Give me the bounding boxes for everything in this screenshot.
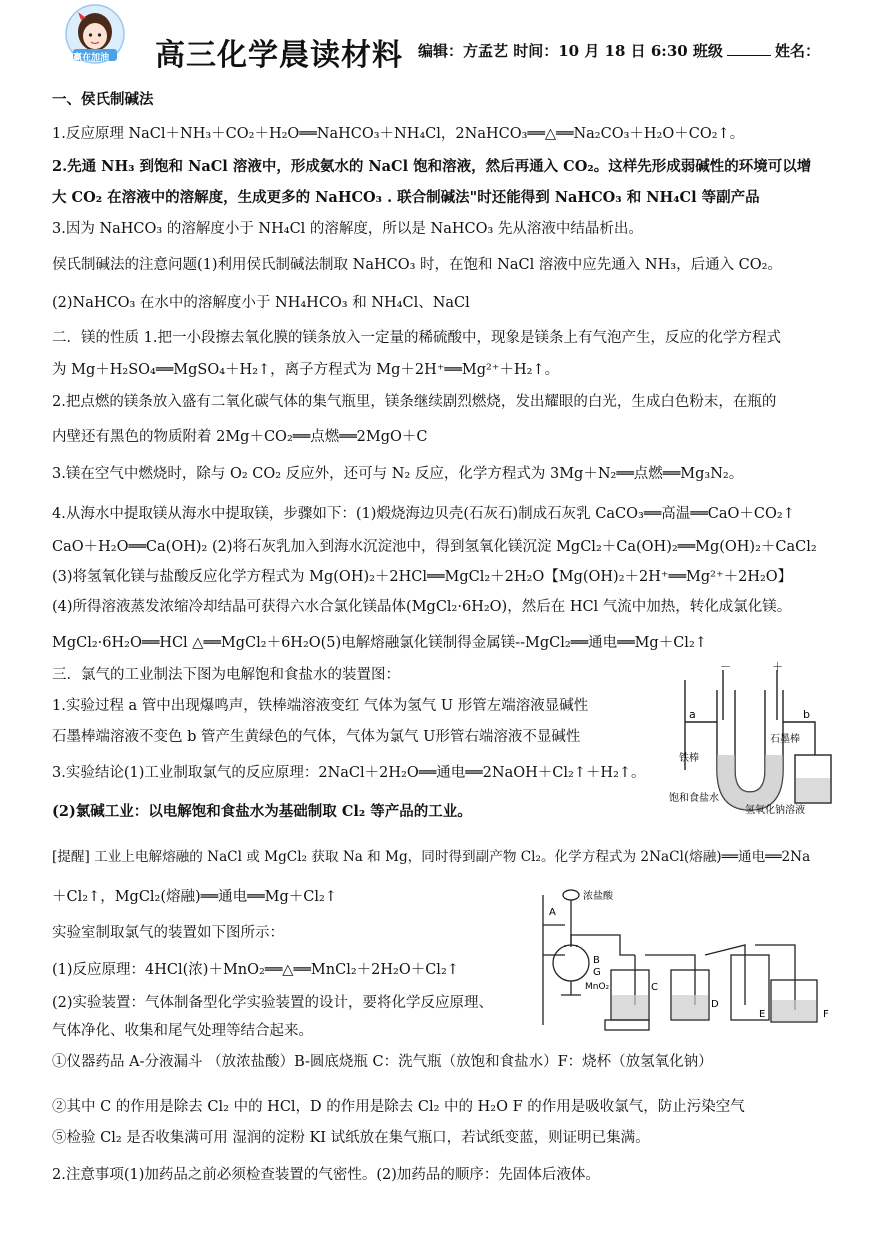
text-line: ①仪器药品 A-分液漏斗 （放浓盐酸）B-圆底烧瓶 C：洗气瓶（放饱和食盐水）F：烧杯（放氢氧化钠） [52, 1054, 713, 1070]
text-line: 大 CO₂ 在溶液中的溶解度，生成更多的 NaHCO₃ . 联合制碱法"时还能得到 NaHCO₃ 和 NH₄Cl 等副产品 [52, 189, 760, 206]
conc-hcl-label: 浓盐酸 [583, 891, 613, 902]
label-A: A [549, 907, 556, 918]
text-line: (2)实验装置：气体制备型化学实验装置的设计，要将化学反应原理、 [52, 995, 494, 1011]
text-line: 石墨棒端溶液不变色 b 管产生黄绿色的气体，气体为氯气 U形管右端溶液不显碱性 [52, 729, 581, 745]
text-line: 为 Mg＋H₂SO₄══MgSO₄＋H₂↑，离子方程式为 Mg＋2H⁺══Mg²⁺＋H₂↑。 [52, 362, 560, 378]
logo-text: 赢在加油 [73, 53, 110, 63]
section-3-heading: 三．氯气的工业制法下图为电解饱和食盐水的装置图： [52, 667, 400, 683]
label-D: D [711, 999, 719, 1010]
text-line: (3)将氢氧化镁与盐酸反应化学方程式为 Mg(OH)₂＋2HCl══MgCl₂＋2H₂O【Mg(OH)₂＋2H⁺══Mg²⁺＋2H₂O】 [52, 569, 793, 585]
tube-a-label: a [689, 708, 696, 721]
minus-label: － [720, 660, 731, 673]
mno2-label: MnO₂ [585, 982, 610, 992]
text-line: 1.实验过程 a 管中出现爆鸣声，铁棒端溶液变红 气体为氢气 U 形管左端溶液显碱性 [52, 698, 589, 714]
plus-label: ＋ [772, 660, 783, 673]
text-line: [提醒] 工业上电解熔融的 NaCl 或 MgCl₂ 获取 Na 和 Mg，同时得到副产物 Cl₂。化学方程式为 2NaCl(熔融)══通电══2Na [52, 849, 811, 865]
label-G: G [593, 967, 601, 978]
label-B: B [593, 955, 600, 966]
text-line: (4)所得溶液蒸发浓缩冷却结晶可获得六水合氯化镁晶体(MgCl₂·6H₂O)，然后在 HCl 气流中加热，转化成氯化镁。 [52, 599, 792, 615]
text-line: ＋Cl₂↑，MgCl₂(熔融)══通电══Mg＋Cl₂↑ [52, 889, 337, 905]
tube-b-label: b [803, 708, 810, 721]
graphite-rod-label: 石墨棒 [770, 734, 800, 745]
naoh-solution-label: 氢氧化钠溶液 [745, 805, 805, 816]
text-line: (2)NaHCO₃ 在水中的溶解度小于 NH₄HCO₃ 和 NH₄Cl、NaCl [52, 295, 470, 311]
label-C: C [651, 982, 658, 993]
text-line: 3.实验结论(1)工业制取氯气的反应原理：2NaCl＋2H₂O══通电══2NaOH＋Cl₂↑＋H₂↑。 [52, 765, 646, 781]
electrolysis-diagram [665, 660, 850, 820]
brine-label: 饱和食盐水 [669, 793, 719, 804]
text-line: 3.因为 NaHCO₃ 的溶解度小于 NH₄Cl 的溶解度，所以是 NaHCO₃ 先从溶液中结晶析出。 [52, 221, 643, 237]
header-meta [418, 40, 820, 61]
class-blank [727, 41, 771, 56]
text-line: 2.先通 NH₃ 到饱和 NaCl 溶液中，形成氨水的 NaCl 饱和溶液，然后再通入 CO₂。这样先形成弱碱性的环境可以增 [52, 158, 812, 175]
text-line: CaO＋H₂O══Ca(OH)₂ (2)将石灰乳加入到海水沉淀池中，得到氢氧化镁沉淀 MgCl₂＋Ca(OH)₂══Mg(OH)₂＋CaCl₂ [52, 539, 817, 555]
meta-name: 姓名： [774, 42, 820, 60]
section-2-heading: 二．镁的性质 1.把一小段擦去氧化膜的镁条放入一定量的稀硫酸中，现象是镁条上有气泡产生，反应的化学方程式 [52, 330, 781, 346]
text-line: (1)反应原理：4HCl(浓)＋MnO₂══△══MnCl₂＋2H₂O＋Cl₂↑ [52, 962, 459, 978]
text-line: ②其中 C 的作用是除去 Cl₂ 中的 HCl，D 的作用是除去 Cl₂ 中的 H₂O F 的作用是吸收氯气，防止污染空气 [52, 1099, 745, 1115]
text-line: ⑤检验 Cl₂ 是否收集满可用 湿润的淀粉 KI 试纸放在集气瓶口，若试纸变蓝，则证明已集满。 [52, 1130, 650, 1146]
section-1-heading: 一、侯氏制碱法 [52, 91, 154, 108]
text-line: 2.把点燃的镁条放入盛有二氧化碳气体的集气瓶里，镁条继续剧烈燃烧，发出耀眼的白光，生成白色粉末，在瓶的 [52, 394, 777, 410]
text-line: 1.反应原理 NaCl＋NH₃＋CO₂＋H₂O══NaHCO₃＋NH₄Cl，2NaHCO₃══△══Na₂CO₃＋H₂O＋CO₂↑。 [52, 126, 745, 142]
text-line: 内壁还有黑色的物质附着 2Mg＋CO₂══点燃══2MgO＋C [52, 429, 428, 445]
chlorine-apparatus-diagram [535, 885, 835, 1035]
meta-text: 编辑：方孟艺 时间：10 月 18 日 6:30 班级 [418, 42, 723, 60]
label-E: E [759, 1009, 766, 1020]
page-title: 高三化学晨读材料 [155, 38, 403, 73]
label-F: F [823, 1009, 829, 1020]
iron-rod-label: 铁棒 [679, 753, 699, 764]
text-line: 3.镁在空气中燃烧时，除与 O₂ CO₂ 反应外，还可与 N₂ 反应，化学方程式为 3Mg＋N₂══点燃══Mg₃N₂。 [52, 466, 744, 482]
text-line: 实验室制取氯气的装置如下图所示： [52, 925, 284, 941]
text-line: 侯氏制碱法的注意问题(1)利用侯氏制碱法制取 NaHCO₃ 时，在饱和 NaCl 溶液中应先通入 NH₃，后通入 CO₂。 [52, 257, 782, 273]
text-line: MgCl₂·6H₂O══HCl △══MgCl₂＋6H₂O(5)电解熔融氯化镁制得金属镁--MgCl₂══通电══Mg＋Cl₂↑ [52, 635, 707, 651]
text-line: 2.注意事项(1)加药品之前必须检查装置的气密性。(2)加药品的顺序：先固体后液体。 [52, 1167, 600, 1183]
text-line: 4.从海水中提取镁从海水中提取镁，步骤如下：(1)煅烧海边贝壳(石灰石)制成石灰乳 CaCO₃══高温══CaO＋CO₂↑ [52, 506, 795, 522]
text-line: 气体净化、收集和尾气处理等结合起来。 [52, 1023, 313, 1039]
text-line: (2)氯碱工业：以电解饱和食盐水为基础制取 Cl₂ 等产品的工业。 [52, 803, 472, 820]
